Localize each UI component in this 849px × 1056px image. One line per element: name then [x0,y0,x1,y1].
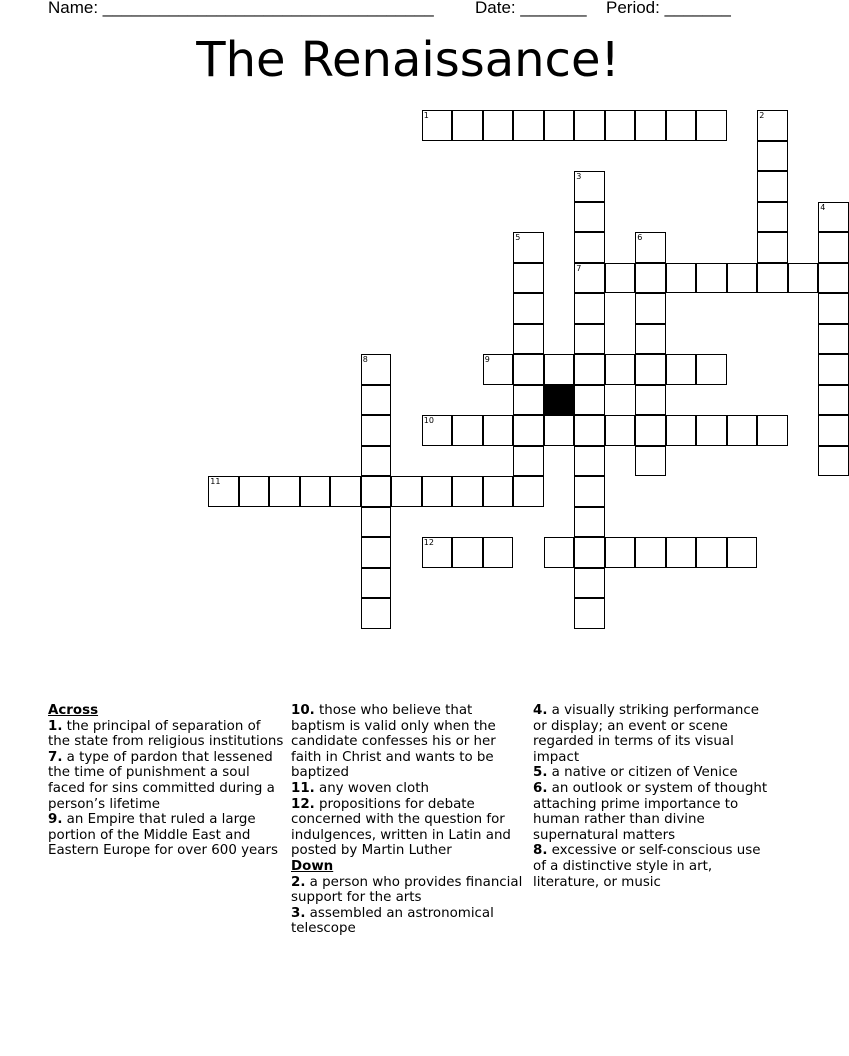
grid-cell[interactable] [544,415,575,446]
grid-cell[interactable] [757,110,788,141]
grid-cell[interactable] [513,476,544,507]
grid-cell[interactable] [727,537,758,568]
grid-cell[interactable] [574,354,605,385]
grid-cell[interactable] [818,446,849,477]
grid-cell[interactable] [757,232,788,263]
clue-item [533,703,769,765]
grid-cell[interactable] [666,110,697,141]
grid-cell[interactable] [574,476,605,507]
grid-cell[interactable] [635,537,666,568]
clue-item-text: a type of pardon that lessened the time of punishment a soul faced for sins committed during a person’s lifetime [48,749,275,812]
grid-cell[interactable] [666,537,697,568]
clue-number: 3 [576,172,582,182]
clues-column-2 [291,703,527,937]
grid-cell[interactable] [696,263,727,294]
grid-cell[interactable] [757,415,788,446]
grid-cell[interactable] [696,537,727,568]
grid-cell[interactable] [574,537,605,568]
period-field-label: Period: _______ [606,0,731,17]
clue-section-heading: Across [48,703,99,718]
clue-number: 9 [484,355,490,365]
grid-cell[interactable] [422,110,453,141]
grid-cell[interactable] [300,476,331,507]
grid-cell[interactable] [574,232,605,263]
clue-number: 7 [576,263,582,273]
grid-cell[interactable] [513,354,544,385]
grid-cell[interactable] [452,537,483,568]
clue-item-text: excessive or self-conscious use of a distinctive style in art, literature, or music [533,843,761,890]
clue-item [291,875,527,906]
grid-cell[interactable] [635,293,666,324]
grid-cell[interactable] [696,415,727,446]
grid-cell[interactable] [605,263,636,294]
grid-cell[interactable] [361,354,392,385]
clue-item [291,797,527,859]
clue-item-number: 1. [48,718,63,734]
grid-cell[interactable] [513,324,544,355]
grid-cell[interactable] [818,415,849,446]
clue-item-text: those who believe that baptism is valid only when the candidate confesses his or her faith in Christ and wants to be baptized [291,703,496,781]
clue-item [48,812,284,859]
grid-cell[interactable] [269,476,300,507]
grid-cell[interactable] [513,110,544,141]
clue-item [533,765,769,781]
grid-cell[interactable] [513,263,544,294]
clue-item-number: 3. [291,905,306,921]
grid-cell[interactable] [574,171,605,202]
clue-item-number: 6. [533,780,548,796]
grid-cell[interactable] [513,446,544,477]
clue-item-text: the principal of separation of the state from religious institutions [48,718,284,750]
clue-section-heading: Down [291,858,334,874]
grid-cell[interactable] [544,110,575,141]
clue-item-number: 10. [291,703,315,718]
grid-cell[interactable] [605,537,636,568]
clue-number: 11 [210,477,221,487]
grid-cell[interactable] [483,476,514,507]
clue-item-number: 8. [533,843,548,859]
clue-number: 8 [362,355,368,365]
clue-item-number: 5. [533,765,548,781]
grid-cell[interactable] [605,354,636,385]
grid-cell[interactable] [666,354,697,385]
grid-cell[interactable] [483,354,514,385]
grid-cell[interactable] [635,385,666,416]
grid-cell[interactable] [513,385,544,416]
grid-cell[interactable] [818,293,849,324]
clue-item-number: 7. [48,749,63,765]
page-title: The Renaissance! [196,32,620,88]
grid-cell[interactable] [818,385,849,416]
clue-number: 6 [637,233,643,243]
grid-cell[interactable] [574,568,605,599]
grid-cell[interactable] [361,446,392,477]
clue-item-text: a native or citizen of Venice [547,765,738,781]
grid-cell[interactable] [544,354,575,385]
clue-item-number: 9. [48,812,63,828]
grid-cell[interactable] [635,324,666,355]
clue-item-text: an Empire that ruled a large portion of the Middle East and Eastern Europe for over 600 years [48,812,278,859]
grid-cell[interactable] [635,263,666,294]
grid-cell[interactable] [574,293,605,324]
grid-cell[interactable] [422,537,453,568]
clues-column-3 [533,703,769,890]
grid-cell[interactable] [483,537,514,568]
grid-cell[interactable] [574,507,605,538]
grid-cell[interactable] [818,324,849,355]
grid-cell[interactable] [788,263,819,294]
grid-cell[interactable] [666,415,697,446]
clue-number: 12 [423,538,434,548]
clue-item [291,781,527,797]
grid-cell[interactable] [574,263,605,294]
grid-cell[interactable] [666,263,697,294]
grid-cell[interactable] [696,110,727,141]
grid-cell[interactable] [727,415,758,446]
grid-cell[interactable] [422,415,453,446]
grid-cell[interactable] [757,141,788,172]
grid-cell[interactable] [361,537,392,568]
clue-item [291,906,527,937]
grid-cell[interactable] [635,232,666,263]
grid-cell[interactable] [574,446,605,477]
grid-cell[interactable] [818,354,849,385]
clue-number: 4 [820,202,826,212]
grid-cell[interactable] [635,415,666,446]
grid-cell[interactable] [605,110,636,141]
clue-item-number: 4. [533,703,548,718]
grid-cell[interactable] [635,354,666,385]
grid-cell[interactable] [361,507,392,538]
clue-item [533,781,769,843]
clues-column-1 [48,703,284,859]
black-square [544,385,575,416]
grid-cell[interactable] [574,202,605,233]
clue-number: 10 [423,416,434,426]
grid-cell[interactable] [239,476,270,507]
grid-cell[interactable] [422,476,453,507]
grid-cell[interactable] [605,415,636,446]
grid-cell[interactable] [361,385,392,416]
grid-cell[interactable] [727,263,758,294]
grid-cell[interactable] [513,232,544,263]
grid-cell[interactable] [574,385,605,416]
clue-item-number: 11. [291,780,315,796]
grid-cell[interactable] [513,415,544,446]
clue-item-number: 12. [291,796,315,812]
grid-cell[interactable] [574,415,605,446]
grid-cell[interactable] [635,446,666,477]
clue-item-text: an outlook or system of thought attaching prime importance to human rather than divine supernatural matters [533,780,768,843]
clue-item [533,843,769,890]
grid-cell[interactable] [574,324,605,355]
grid-cell[interactable] [513,293,544,324]
name-field-label: Name: ___________________________________ [48,0,434,17]
date-field-label: Date: _______ [475,0,587,17]
grid-cell[interactable] [757,263,788,294]
clue-number: 1 [423,111,429,121]
grid-cell[interactable] [757,202,788,233]
grid-cell[interactable] [696,354,727,385]
grid-cell[interactable] [818,263,849,294]
grid-cell[interactable] [544,537,575,568]
clue-item [48,750,284,812]
clue-item-text: assembled an astronomical telescope [291,905,494,937]
grid-cell[interactable] [452,476,483,507]
grid-cell[interactable] [483,110,514,141]
grid-cell[interactable] [757,171,788,202]
grid-cell[interactable] [361,476,392,507]
clue-number: 5 [515,233,521,243]
grid-cell[interactable] [574,598,605,629]
grid-cell[interactable] [391,476,422,507]
grid-cell[interactable] [330,476,361,507]
grid-cell[interactable] [361,568,392,599]
grid-cell[interactable] [361,415,392,446]
grid-cell[interactable] [208,476,239,507]
grid-cell[interactable] [452,110,483,141]
clue-item-text: a person who provides financial support for the arts [291,874,523,906]
grid-cell[interactable] [818,202,849,233]
grid-cell[interactable] [361,598,392,629]
clue-item-number: 2. [291,874,306,890]
grid-cell[interactable] [483,415,514,446]
clue-item-text: any woven cloth [314,780,429,796]
clue-number: 2 [759,111,765,121]
clue-item-text: a visually striking performance or display; an event or scene regarded in terms of its visual impact [533,703,759,765]
grid-cell[interactable] [818,232,849,263]
grid-cell[interactable] [452,415,483,446]
clue-item [291,703,527,781]
clue-item [48,719,284,750]
grid-cell[interactable] [574,110,605,141]
grid-cell[interactable] [635,110,666,141]
clue-item-text: propositions for debate concerned with the question for indulgences, written in Latin and posted by Martin Luther [291,796,511,859]
